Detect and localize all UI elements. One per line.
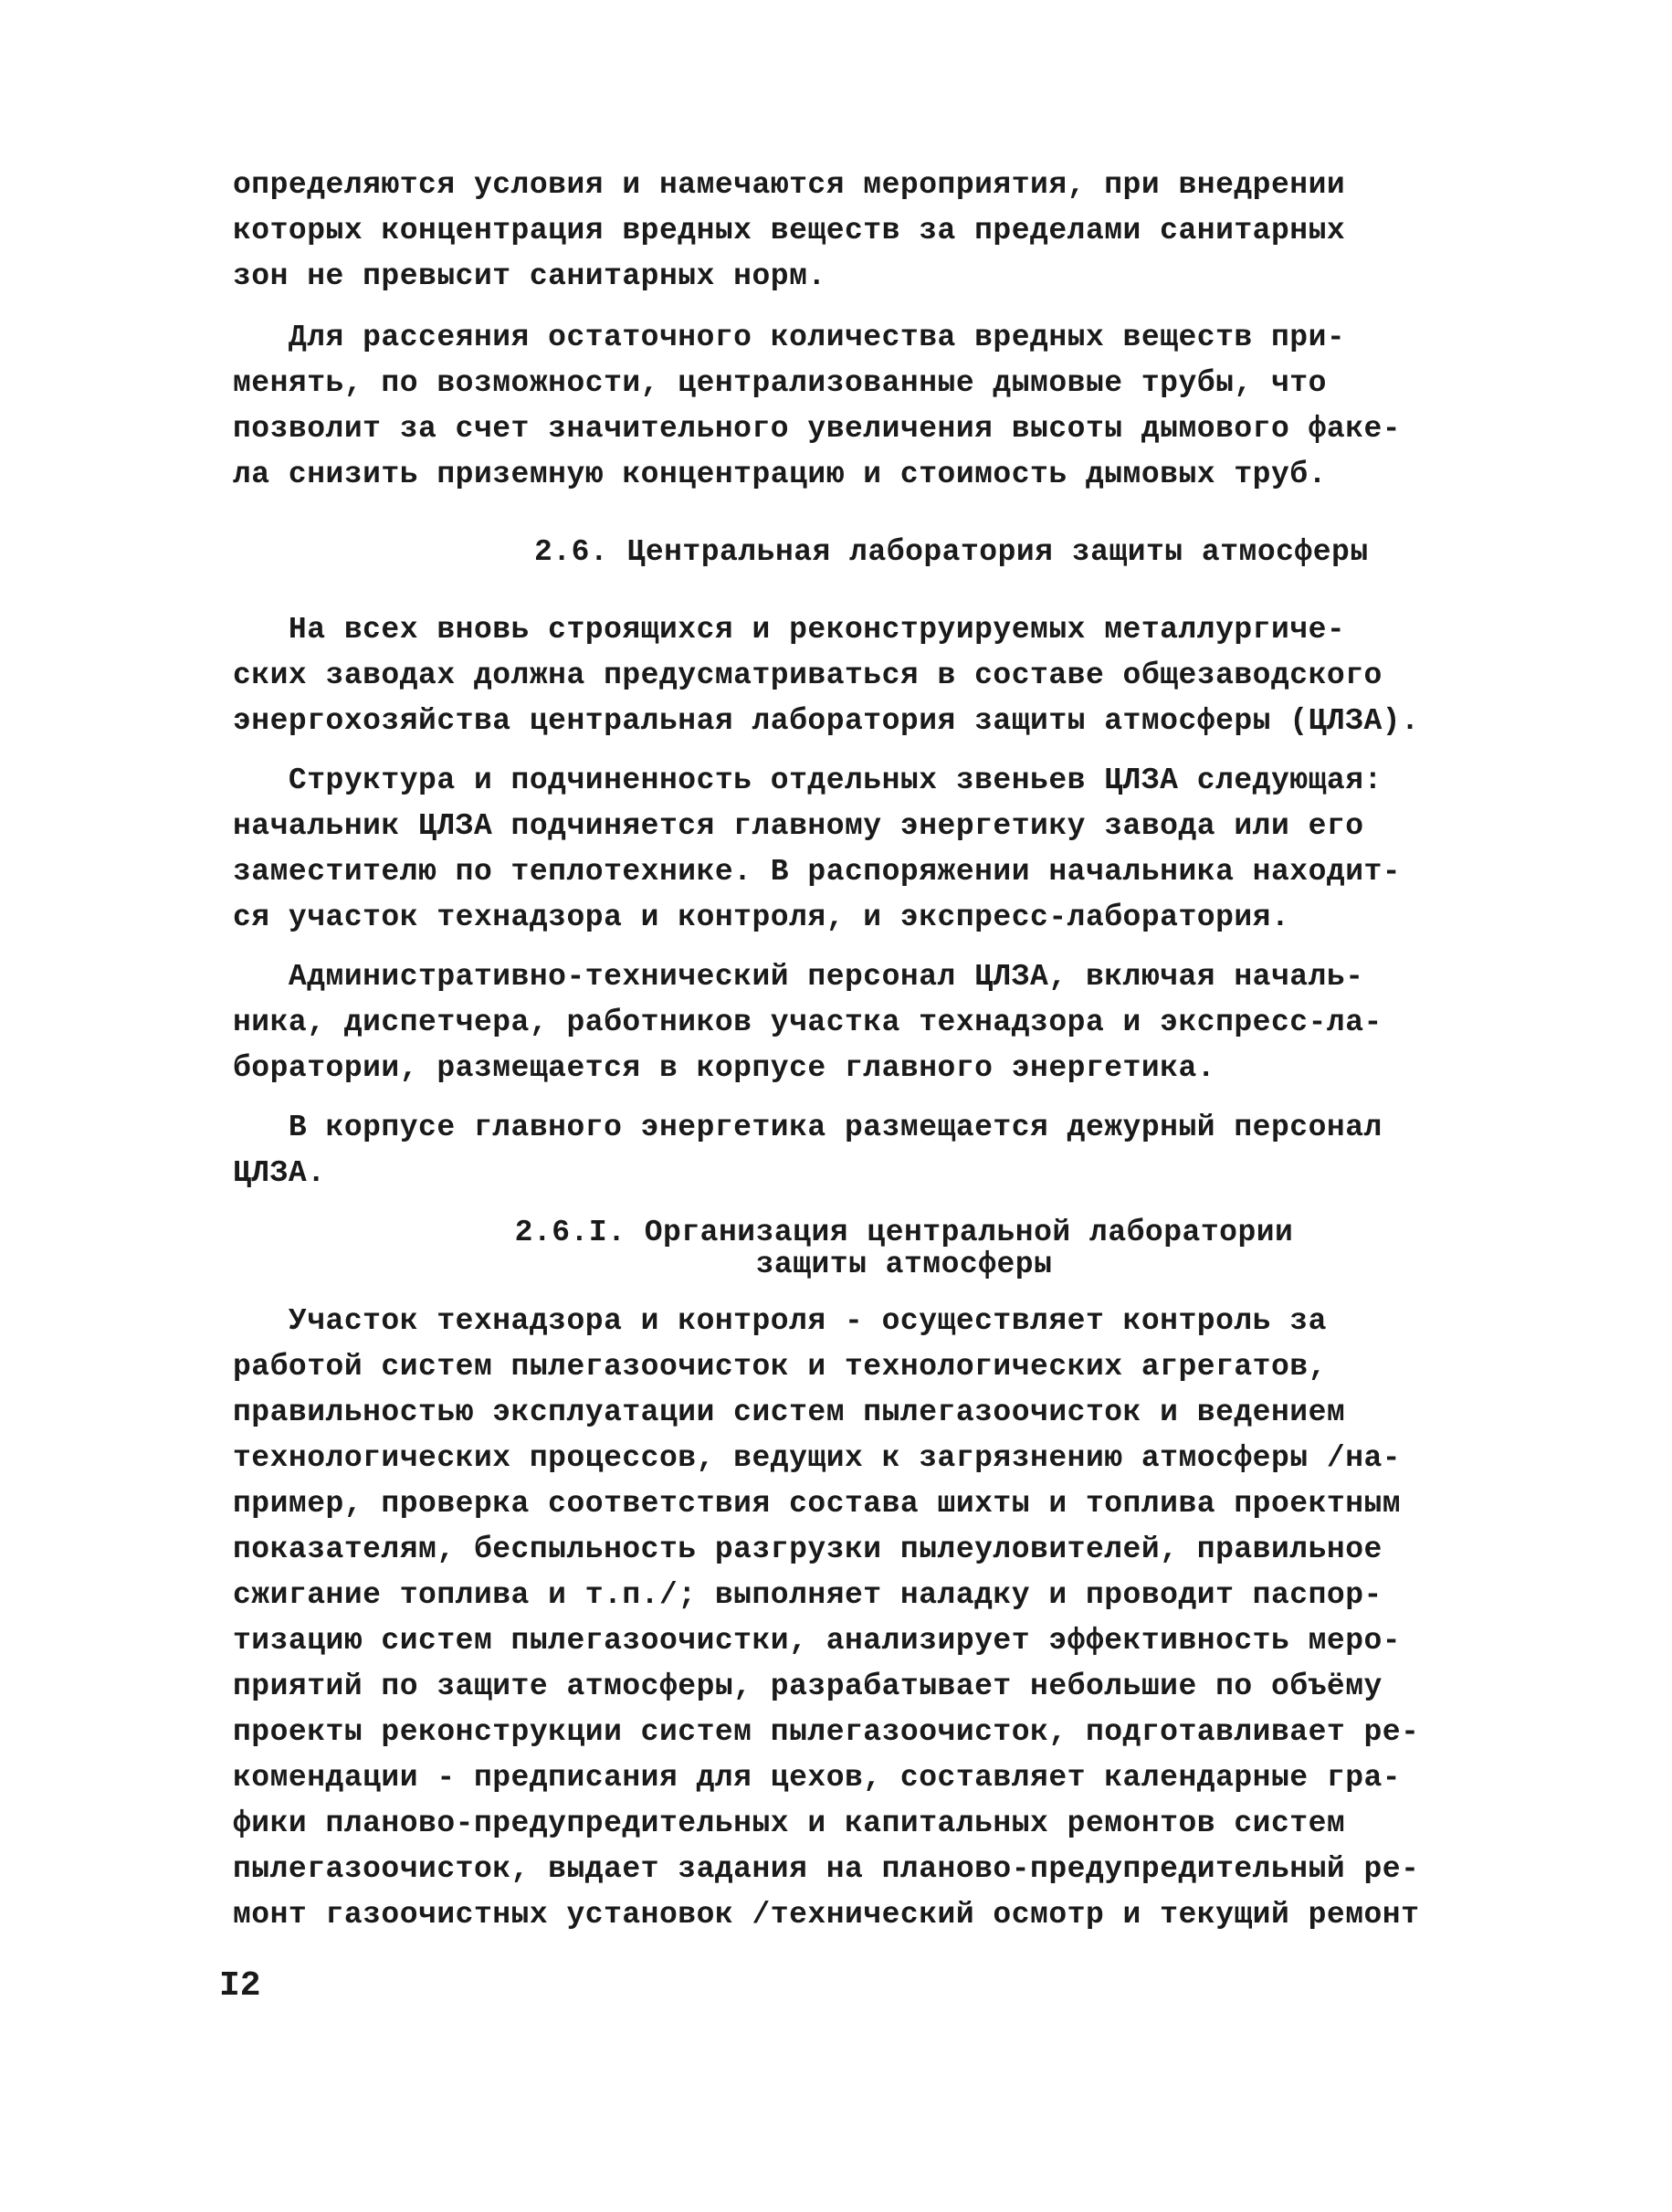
- text-line: работой систем пылегазоочисток и технологических агрегатов,: [233, 1350, 1327, 1384]
- text-line: пример, проверка соответствия состава шихты и топлива проектным: [233, 1487, 1402, 1521]
- text-line: ЦЛЗА.: [233, 1156, 326, 1190]
- text-line: правильностью эксплуатации систем пылегазоочисток и ведением: [233, 1396, 1346, 1429]
- text-line: монт газоочистных установок /технический осмотр и текущий ремонт: [233, 1898, 1420, 1932]
- text-line: зон не превысит санитарных норм.: [233, 259, 826, 293]
- text-line: Структура и подчиненность отдельных звеньев ЦЛЗА следующая:: [233, 764, 1383, 797]
- text-line: определяются условия и намечаются мероприятия, при внедрении: [233, 168, 1346, 202]
- text-line: позволит за счет значительного увеличения высоты дымового факе-: [233, 412, 1402, 446]
- text-line: энергохозяйства центральная лаборатория защиты атмосферы (ЦЛЗА).: [233, 704, 1420, 738]
- paragraph: [233, 607, 1438, 744]
- section-title: 2.6. Центральная лаборатория защиты атмосферы: [534, 535, 1369, 569]
- text-line: сжигание топлива и т.п./; выполняет наладку и проводит паспор-: [233, 1578, 1383, 1612]
- paragraph: [233, 1105, 1438, 1196]
- text-line: заместителю по теплотехнике. В распоряжении начальника находит-: [233, 855, 1402, 889]
- text-line: пылегазоочисток, выдает задания на планово-предупредительный ре-: [233, 1852, 1420, 1886]
- text-line: тизацию систем пылегазоочистки, анализирует эффективность меро-: [233, 1624, 1402, 1658]
- text-line: ла снизить приземную концентрацию и стоимость дымовых труб.: [233, 458, 1327, 491]
- text-line: Административно-технический персонал ЦЛЗА, включая началь-: [233, 960, 1364, 994]
- text-line: ских заводах должна предусматриваться в составе общезаводского: [233, 658, 1383, 692]
- paragraph: [233, 163, 1438, 300]
- text-line: менять, по возможности, централизованные дымовые трубы, что: [233, 366, 1327, 400]
- paragraph: [233, 1299, 1438, 1938]
- subsection-heading: [402, 1215, 1406, 1279]
- text-line: Участок технадзора и контроля - осуществляет контроль за: [233, 1304, 1327, 1338]
- text-line: начальник ЦЛЗА подчиняется главному энергетику завода или его: [233, 809, 1364, 843]
- paragraph: [233, 954, 1438, 1091]
- page-number: I2: [219, 1966, 261, 2006]
- text-line: технологических процессов, ведущих к загрязнению атмосферы /на-: [233, 1441, 1402, 1475]
- text-line: На всех вновь строящихся и реконструируемых металлургиче-: [233, 613, 1346, 647]
- subsection-title-line-2: защиты атмосферы: [755, 1248, 1053, 1281]
- paragraph: [233, 758, 1438, 941]
- text-line: приятий по защите атмосферы, разрабатывает небольшие по объёму: [233, 1670, 1383, 1703]
- text-line: показателям, беспыльность разгрузки пылеуловителей, правильное: [233, 1533, 1383, 1566]
- text-line: фики планово-предупредительных и капитальных ремонтов систем: [233, 1806, 1346, 1840]
- text-line: Для рассеяния остаточного количества вредных веществ при-: [233, 321, 1346, 354]
- text-line: проекты реконструкции систем пылегазоочисток, подготавливает ре-: [233, 1715, 1420, 1749]
- text-line: боратории, размещается в корпусе главного энергетика.: [233, 1051, 1216, 1085]
- section-heading: [534, 530, 1447, 575]
- text-line: ся участок технадзора и контроля, и экспресс-лаборатория.: [233, 901, 1290, 934]
- subsection-title-line-1: 2.6.I. Организация центральной лаборатории: [514, 1216, 1294, 1249]
- text-line: В корпусе главного энергетика размещается дежурный персонал: [233, 1111, 1383, 1144]
- text-line: которых концентрация вредных веществ за пределами санитарных: [233, 214, 1346, 248]
- paragraph: [233, 315, 1438, 498]
- text-line: комендации - предписания для цехов, составляет календарные гра-: [233, 1761, 1402, 1795]
- text-line: ника, диспетчера, работников участка технадзора и экспресс-ла-: [233, 1006, 1383, 1039]
